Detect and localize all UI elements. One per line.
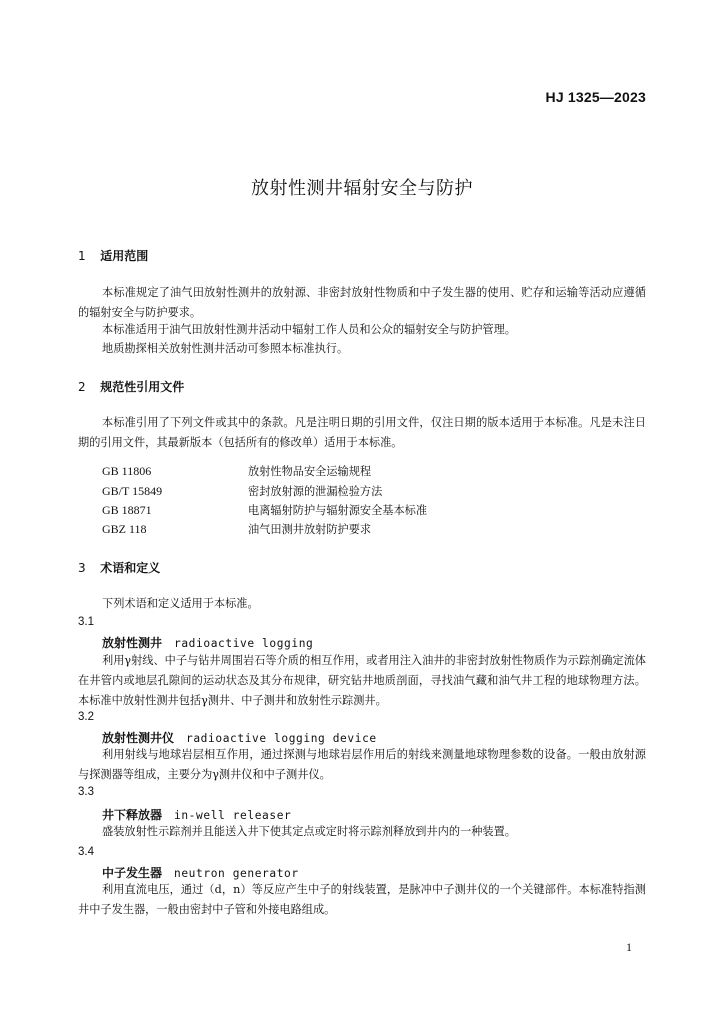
paragraph: 本标准适用于油气田放射性测井活动中辐射工作人员和公众的辐射安全与防护管理。 bbox=[102, 323, 516, 336]
term-name bbox=[102, 729, 377, 746]
reference-row bbox=[102, 483, 622, 499]
term-number: 3.3 bbox=[78, 786, 94, 798]
term-name bbox=[102, 864, 299, 881]
term-name-zh: 放射性测井 bbox=[102, 636, 163, 650]
section-title: 术语和定义 bbox=[100, 561, 161, 575]
reference-row bbox=[102, 502, 622, 518]
reference-name: 油气田测井放射防护要求 bbox=[248, 523, 372, 536]
paragraph: 本标准规定了油气田放射性测井的放射源、非密封放射性物质和中子发生器的使用、贮存和运输等活动应遵循的辐射安全与防护要求。 bbox=[78, 286, 646, 319]
term-definition: 利用γ射线、中子与钻井周围岩石等介质的相互作用，或者用注入油井的非密封放射性物质作为示踪剂确定流体在井管内或地层孔隙间的运动状态及其分布规律，研究钻井地质剖面，寻找油气藏和油气井工程的地球物理方法。本标准中放射性测井包括γ测井、中子测井和放射性示踪测井。 bbox=[78, 654, 646, 707]
section-number: 2 bbox=[78, 380, 86, 394]
term-number: 3.2 bbox=[78, 711, 94, 723]
section-number: 1 bbox=[78, 249, 86, 263]
reference-name: 电离辐射防护与辐射源安全基本标准 bbox=[248, 504, 428, 517]
term-definition: 盛装放射性示踪剂并且能送入井下使其定点或定时将示踪剂释放到井内的一种装置。 bbox=[102, 825, 516, 838]
reference-name: 密封放射源的泄漏检验方法 bbox=[248, 485, 383, 498]
paragraph: 下列术语和定义适用于本标准。 bbox=[102, 597, 259, 610]
section-heading-terms bbox=[78, 559, 160, 576]
term-name bbox=[102, 806, 291, 823]
reference-code: GB 11806 bbox=[102, 464, 152, 478]
reference-code: GB/T 15849 bbox=[102, 484, 163, 498]
paragraph: 本标准引用了下列文件或其中的条款。凡是注明日期的引用文件，仅注日期的版本适用于本标准。凡是未注日期的引用文件，其最新版本（包括所有的修改单）适用于本标准。 bbox=[78, 416, 646, 449]
term-name bbox=[102, 634, 313, 651]
paragraph: 地质勘探相关放射性测井活动可参照本标准执行。 bbox=[102, 342, 349, 355]
reference-code: GB 18871 bbox=[102, 503, 152, 517]
term-definition: 利用射线与地球岩层相互作用，通过探测与地球岩层作用后的射线来测量地球物理参数的设备。一般由放射源与探测器等组成，主要分为γ测井仪和中子测井仪。 bbox=[78, 748, 646, 781]
term-name-en: in-well releaser bbox=[174, 809, 292, 822]
term-number: 3.4 bbox=[78, 846, 94, 858]
term-name-en: radioactive logging device bbox=[186, 732, 377, 745]
term-name-en: neutron generator bbox=[174, 867, 299, 880]
term-name-en: radioactive logging bbox=[174, 637, 314, 650]
page-number: 1 bbox=[626, 940, 632, 954]
term-definition: 利用直流电压，通过（d，n）等反应产生中子的射线装置，是脉冲中子测井仪的一个关键部件。本标准特指测井中子发生器，一般由密封中子管和外接电路组成。 bbox=[78, 883, 646, 916]
section-number: 3 bbox=[78, 561, 86, 575]
term-number: 3.1 bbox=[78, 616, 94, 628]
reference-name: 放射性物品安全运输规程 bbox=[248, 465, 372, 478]
section-heading-normative-references bbox=[78, 378, 184, 395]
standard-code: HJ 1325—2023 bbox=[545, 89, 646, 105]
page-title: 放射性测井辐射安全与防护 bbox=[251, 178, 473, 199]
term-name-zh: 放射性测井仪 bbox=[102, 731, 175, 745]
reference-row bbox=[102, 521, 622, 537]
term-name-zh: 中子发生器 bbox=[102, 866, 163, 880]
section-title: 适用范围 bbox=[100, 249, 149, 263]
term-name-zh: 井下释放器 bbox=[102, 808, 163, 822]
reference-row bbox=[102, 463, 622, 479]
reference-code: GBZ 118 bbox=[102, 522, 147, 536]
section-title: 规范性引用文件 bbox=[100, 380, 185, 394]
section-heading-scope bbox=[78, 247, 148, 264]
